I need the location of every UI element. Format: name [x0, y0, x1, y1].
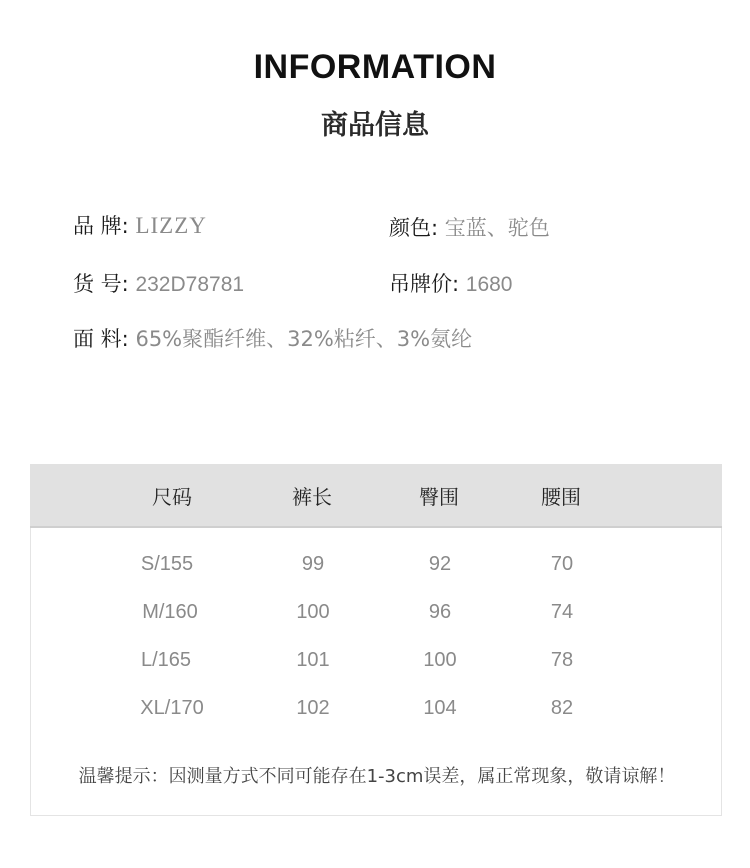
page-title-cn: 商品信息	[321, 110, 429, 141]
header-hip: 臀围	[419, 485, 459, 509]
cell-waist: 70	[550, 553, 574, 575]
page-title-en: INFORMATION	[253, 48, 497, 86]
cell-waist: 74	[550, 601, 574, 623]
cell-length: 101	[296, 649, 330, 671]
color-label: 颜色:	[389, 216, 439, 240]
cell-hip: 100	[423, 649, 457, 671]
cell-hip: 104	[423, 697, 457, 719]
brand-label: 品 牌:	[73, 214, 129, 238]
measurement-note: 温馨提示：因测量方式不同可能存在1-3cm误差，属正常现象，敬请谅解！	[78, 766, 676, 787]
table-header	[30, 464, 722, 528]
cell-hip: 92	[428, 553, 452, 575]
cell-size: S/155	[140, 553, 194, 575]
cell-size: L/165	[140, 649, 192, 671]
fabric-row	[73, 323, 472, 353]
fabric-value: 65%聚酯纤维、32%粘纤、3%氨纶	[135, 327, 473, 351]
cell-length: 99	[301, 553, 325, 575]
price-row	[389, 268, 512, 298]
header-waist: 腰围	[541, 485, 581, 509]
color-row	[389, 212, 550, 242]
header-size: 尺码	[152, 485, 192, 509]
color-value: 宝蓝、驼色	[444, 216, 550, 240]
brand-row	[73, 210, 207, 240]
cell-waist: 82	[550, 697, 574, 719]
fabric-label: 面 料:	[73, 327, 129, 351]
sku-row	[73, 268, 244, 298]
price-label: 吊牌价:	[389, 272, 460, 296]
size-table	[30, 464, 722, 816]
header-length: 裤长	[292, 485, 332, 509]
sku-value: 232D78781	[135, 273, 245, 296]
price-value: 1680	[465, 273, 513, 296]
cell-hip: 96	[428, 601, 452, 623]
cell-length: 100	[296, 601, 330, 623]
cell-size: XL/170	[140, 697, 204, 719]
cell-length: 102	[296, 697, 330, 719]
cell-waist: 78	[550, 649, 574, 671]
brand-value: LIZZY	[135, 213, 207, 238]
sku-label: 货 号:	[73, 272, 129, 296]
cell-size: M/160	[142, 601, 198, 623]
